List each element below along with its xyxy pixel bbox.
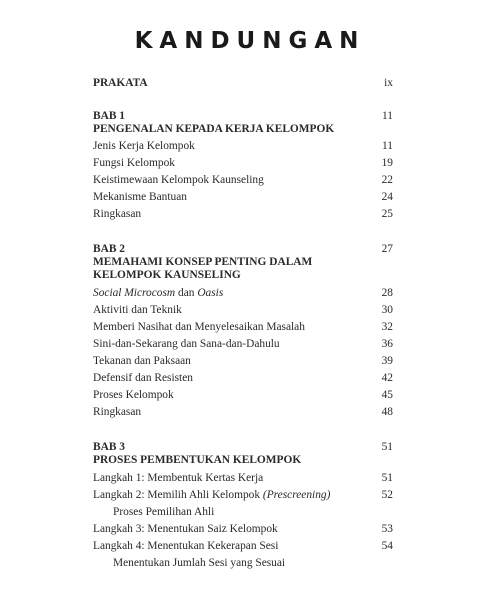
toc-entry-page: ix	[384, 77, 393, 89]
toc-entry-label: Defensif dan Resisten	[93, 372, 193, 384]
toc-entry[interactable]	[93, 523, 393, 536]
chapter-2-title-cont	[93, 269, 393, 282]
toc-entry-label: Langkah 3: Menentukan Saiz Kelompok	[93, 523, 278, 535]
toc-entry-page: 36	[381, 338, 393, 350]
toc-entry[interactable]	[93, 489, 393, 502]
toc-entry[interactable]	[93, 472, 393, 485]
toc-entry-page: 45	[381, 389, 393, 401]
toc-entry[interactable]	[93, 406, 393, 419]
toc-entry[interactable]	[93, 321, 393, 334]
toc-entry-page: 53	[381, 523, 393, 535]
page-title: KANDUNGAN	[134, 28, 366, 54]
toc-entry[interactable]	[93, 372, 393, 385]
toc-subentry-label: Proses Pemilihan Ahli	[113, 506, 215, 518]
chapter-2-number: BAB 2	[93, 243, 125, 255]
toc-entry[interactable]	[93, 140, 393, 153]
toc-entry-italic: (Prescreening)	[262, 489, 331, 501]
chapter-2-page: 27	[381, 243, 393, 255]
toc-entry-page: 30	[381, 304, 393, 316]
toc-entry-label: Jenis Kerja Kelompok	[93, 140, 195, 152]
toc-entry-prakata[interactable]	[93, 77, 393, 90]
chapter-3-title	[93, 454, 393, 467]
toc-entry-label: Mekanisme Bantuan	[93, 191, 187, 203]
toc-entry-page: 52	[381, 489, 393, 501]
chapter-2-title	[93, 256, 393, 269]
toc-subentry[interactable]	[93, 506, 393, 519]
toc-entry-page: 28	[381, 287, 393, 299]
chapter-3-heading[interactable]	[93, 441, 393, 454]
chapter-3-number: BAB 3	[93, 441, 125, 453]
chapter-3-title-text: PROSES PEMBENTUKAN KELOMPOK	[93, 454, 302, 466]
chapter-3-page: 51	[381, 441, 393, 453]
chapter-1-heading[interactable]	[93, 110, 393, 123]
toc-entry[interactable]	[93, 389, 393, 402]
toc-entry[interactable]	[93, 174, 393, 187]
toc-entry-label: Keistimewaan Kelompok Kaunseling	[93, 174, 264, 186]
chapter-2-title-text: MEMAHAMI KONSEP PENTING DALAM	[93, 256, 313, 268]
toc-entry-label: Aktiviti dan Teknik	[93, 304, 182, 316]
chapter-1-page: 11	[382, 110, 393, 122]
toc-entry-page: 11	[382, 140, 393, 152]
toc-subentry-label: Menentukan Jumlah Sesi yang Sesuai	[113, 557, 286, 569]
chapter-1-title-text: PENGENALAN KEPADA KERJA KELOMPOK	[93, 123, 335, 135]
toc-entry-page: 51	[381, 472, 393, 484]
toc-entry[interactable]	[93, 157, 393, 170]
toc-entry-label: Langkah 4: Menentukan Kekerapan Sesi	[93, 540, 279, 552]
toc-entry-label-text: Langkah 2: Memilih Ahli Kelompok	[93, 489, 263, 501]
toc-entry[interactable]	[93, 304, 393, 317]
toc-entry[interactable]	[93, 355, 393, 368]
toc-entry-italic: Social Microcosm	[93, 287, 176, 299]
toc-entry-page: 54	[381, 540, 393, 552]
toc-entry[interactable]	[93, 191, 393, 204]
toc-entry-label: Memberi Nasihat dan Menyelesaikan Masalah	[93, 321, 305, 333]
toc-subentry[interactable]	[93, 557, 393, 570]
toc-entry-page: 25	[381, 208, 393, 220]
toc-entry-label: Langkah 1: Membentuk Kertas Kerja	[93, 472, 264, 484]
toc-entry-label: Proses Kelompok	[93, 389, 174, 401]
toc-entry-page: 24	[381, 191, 393, 203]
toc-entry[interactable]	[93, 540, 393, 553]
toc-entry-label: PRAKATA	[93, 77, 148, 89]
chapter-2-title-text-cont: KELOMPOK KAUNSELING	[93, 269, 241, 281]
toc-entry-label	[93, 489, 330, 502]
chapter-2-heading[interactable]	[93, 243, 393, 256]
toc-entry-label: Sini-dan-Sekarang dan Sana-dan-Dahulu	[93, 338, 280, 350]
toc-entry-label: Fungsi Kelompok	[93, 157, 175, 169]
toc-entry-page: 42	[381, 372, 393, 384]
toc-entry-page: 48	[381, 406, 393, 418]
toc-entry-label: Ringkasan	[93, 406, 142, 418]
toc-entry-connector: dan	[175, 287, 198, 299]
chapter-1-number: BAB 1	[93, 110, 125, 122]
toc-entry-page: 39	[381, 355, 393, 367]
toc-entry-label	[93, 287, 223, 300]
toc-entry-page: 32	[381, 321, 393, 333]
toc-entry[interactable]	[93, 287, 393, 300]
toc-entry-label: Tekanan dan Paksaan	[93, 355, 191, 367]
chapter-1-title	[93, 123, 393, 136]
toc-entry-page: 22	[381, 174, 393, 186]
toc-entry-italic: Oasis	[197, 287, 224, 299]
toc-entry[interactable]	[93, 338, 393, 351]
toc-entry-label: Ringkasan	[93, 208, 142, 220]
toc-entry[interactable]	[93, 208, 393, 221]
toc-entry-page: 19	[381, 157, 393, 169]
